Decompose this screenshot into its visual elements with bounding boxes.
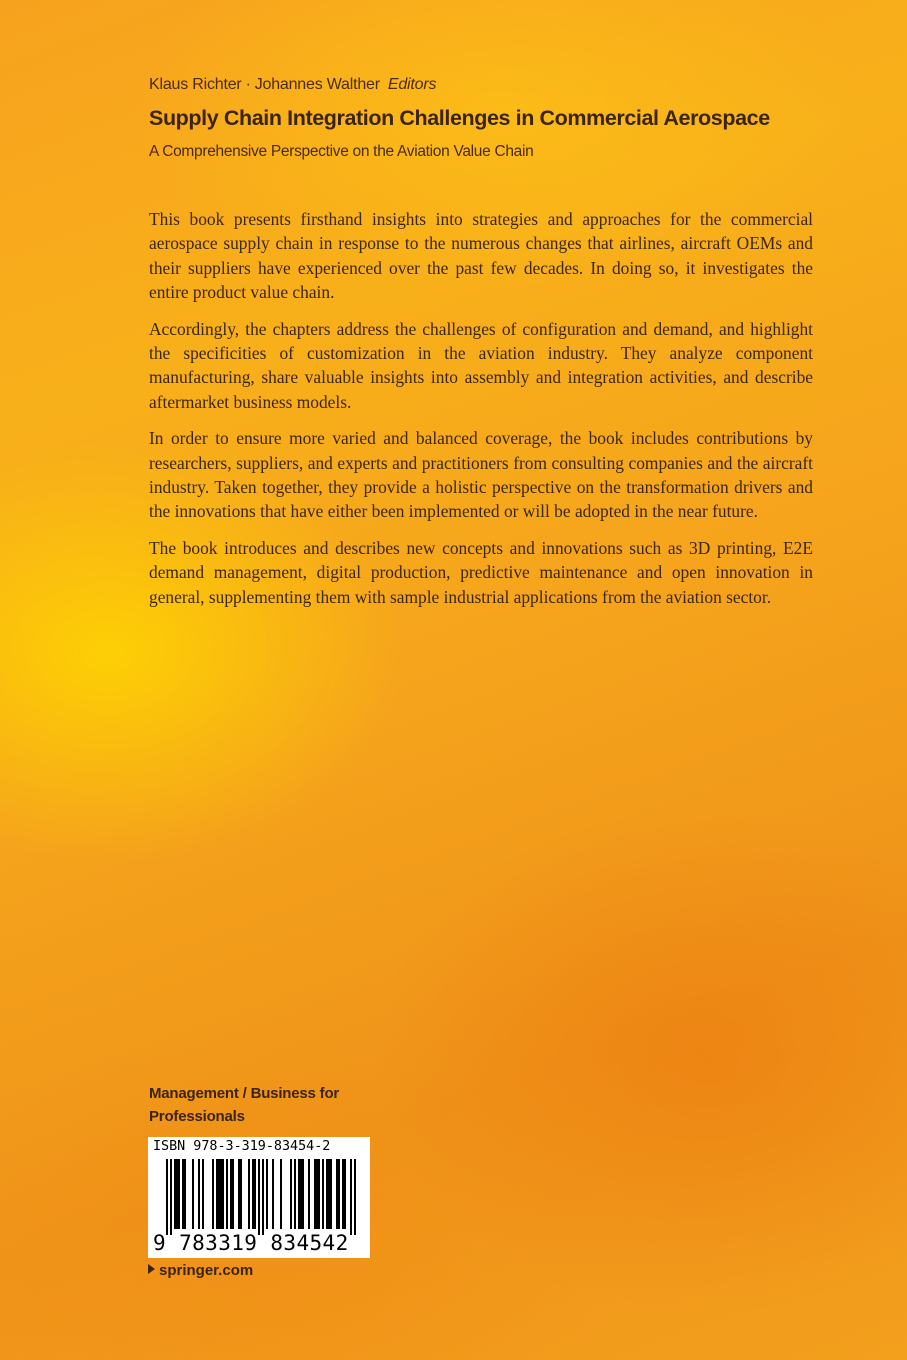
book-subtitle: A Comprehensive Perspective on the Aviation Value Chain bbox=[149, 143, 534, 160]
barcode-bar bbox=[198, 1159, 200, 1229]
barcode-digits: 9 783319 834542 bbox=[153, 1231, 349, 1255]
description-paragraph-2: Accordingly, the chapters address the challenges of configuration and demand, and highlight the specificities of customization in the aviation industry. They analyze component manufacturing, share valuable insights into assembly and integration activities, and describe aftermarket business models. bbox=[149, 318, 813, 412]
barcode-bar bbox=[272, 1159, 274, 1229]
barcode-bar bbox=[298, 1159, 300, 1229]
barcode-bar bbox=[216, 1159, 218, 1229]
barcode-bar bbox=[248, 1159, 250, 1229]
barcode-bar bbox=[316, 1159, 318, 1229]
barcode-bar bbox=[300, 1159, 302, 1229]
barcode-bar bbox=[330, 1159, 332, 1229]
barcode-bar bbox=[176, 1159, 178, 1229]
website-label: springer.com bbox=[159, 1262, 254, 1279]
barcode-bar bbox=[252, 1159, 254, 1229]
barcode-bar bbox=[238, 1159, 240, 1229]
book-title: Supply Chain Integration Challenges in Commercial Aerospace bbox=[149, 106, 770, 130]
description-paragraph-1: This book presents firsthand insights into strategies and approaches for the commercial aerospace supply chain in response to the numerous changes that airlines, aircraft OEMs and their suppliers have experienced over the past few decades. In doing so, it investigates the entire product value chain. bbox=[149, 209, 813, 303]
barcode-bar bbox=[258, 1159, 260, 1235]
barcode-bar bbox=[184, 1159, 186, 1229]
barcode-bar bbox=[254, 1159, 256, 1229]
barcode-bar bbox=[182, 1159, 184, 1229]
editor-name-2: Johannes Walther bbox=[254, 76, 380, 93]
arrow-right-icon bbox=[148, 1264, 155, 1274]
barcode-bar bbox=[354, 1159, 356, 1235]
barcode-bar bbox=[344, 1159, 346, 1229]
description-paragraph-4: The book introduces and describes new concepts and innovations such as 3D printing, E2E demand management, digital production, predictive maintenance and open innovation in general, supplementing them with sample industrial applications from the aviation sector. bbox=[149, 537, 813, 607]
barcode-bar bbox=[314, 1159, 316, 1229]
barcode-bar bbox=[336, 1159, 338, 1229]
barcode-bar bbox=[240, 1159, 242, 1229]
description-paragraph-3: In order to ensure more varied and balanced coverage, the book includes contributions by researchers, suppliers, and experts and practitioners from consulting companies and the aircraft industry. Taken together, they provide a holistic perspective on the transformation drivers and the innovations that have either been implemented or will be adopted in the near future. bbox=[149, 428, 813, 522]
barcode-bar bbox=[350, 1159, 352, 1235]
barcode-bar bbox=[328, 1159, 330, 1229]
barcode-bar bbox=[192, 1159, 194, 1229]
barcode-bar bbox=[266, 1159, 268, 1229]
barcode-bar bbox=[302, 1159, 304, 1229]
barcode-bar bbox=[232, 1159, 234, 1229]
barcode-bar bbox=[174, 1159, 176, 1229]
barcode-bar bbox=[326, 1159, 328, 1229]
barcode-bar bbox=[226, 1159, 228, 1229]
barcode-bar bbox=[218, 1159, 220, 1229]
barcode-bar bbox=[342, 1159, 344, 1229]
barcode-bar bbox=[280, 1159, 282, 1229]
barcode-bar bbox=[262, 1159, 264, 1235]
category-line-1: Management / Business for bbox=[149, 1085, 340, 1102]
barcode-bar bbox=[308, 1159, 310, 1229]
barcode-bar bbox=[230, 1159, 232, 1229]
barcode-bar bbox=[294, 1159, 296, 1229]
barcode-bar bbox=[290, 1159, 292, 1229]
barcode-bar bbox=[178, 1159, 180, 1229]
isbn-label: ISBN 978-3-319-83454-2 bbox=[153, 1139, 331, 1154]
editor-separator: · bbox=[245, 76, 251, 93]
isbn-barcode bbox=[148, 1137, 370, 1258]
barcode-bar bbox=[202, 1159, 204, 1229]
barcode-bar bbox=[166, 1159, 168, 1235]
category-line-2: Professionals bbox=[149, 1108, 245, 1125]
barcode-bar bbox=[170, 1159, 172, 1235]
book-description bbox=[149, 207, 813, 621]
editors-line bbox=[149, 76, 436, 94]
barcode-bars bbox=[148, 1159, 370, 1237]
barcode-bar bbox=[212, 1159, 214, 1229]
editors-role-label: Editors bbox=[387, 76, 437, 93]
subject-category bbox=[149, 1082, 379, 1128]
barcode-bar bbox=[222, 1159, 224, 1229]
barcode-bar bbox=[338, 1159, 340, 1229]
barcode-bar bbox=[318, 1159, 320, 1229]
barcode-bar bbox=[220, 1159, 222, 1229]
editor-name-1: Klaus Richter bbox=[149, 76, 242, 93]
publisher-website[interactable] bbox=[148, 1262, 253, 1279]
barcode-bar bbox=[322, 1159, 324, 1229]
